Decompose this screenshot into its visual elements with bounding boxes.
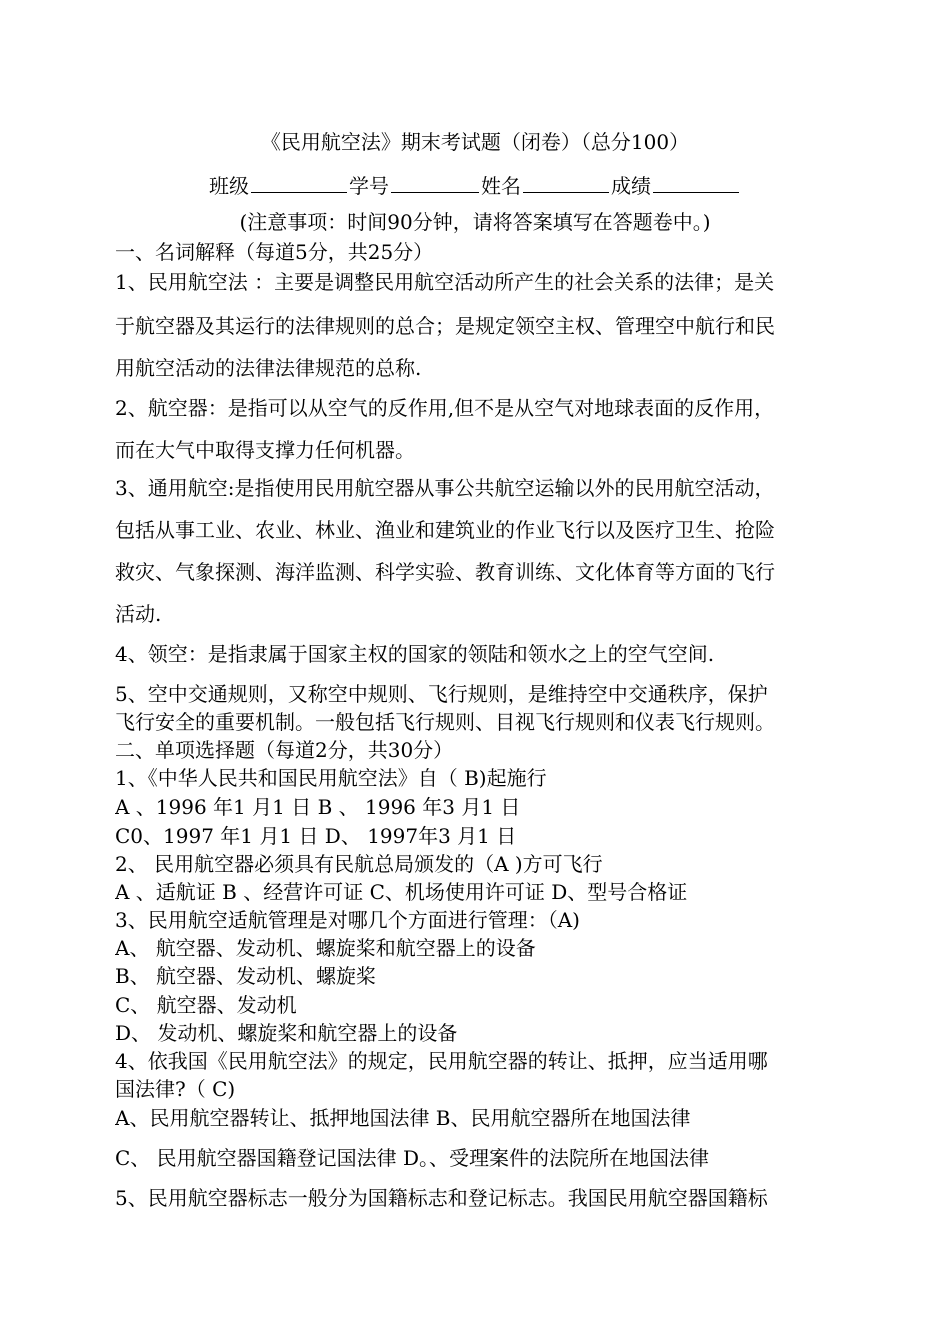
score-label: 成绩 <box>611 174 651 198</box>
section2-line: A 、1996 年1 月1 日 B 、 1996 年3 月1 日 <box>115 795 521 819</box>
student-id-label: 学号 <box>349 174 389 198</box>
section2-line: 国法律?（ C) <box>115 1077 236 1101</box>
class-blank <box>251 172 347 193</box>
section2-line: A、 航空器、发动机、螺旋桨和航空器上的设备 <box>115 936 536 960</box>
section2-line: 2、 民用航空器必须具有民航总局颁发的（A )方可飞行 <box>115 852 603 876</box>
name-blank <box>523 172 609 193</box>
section1-line: 而在大气中取得支撑力任何机器。 <box>115 438 415 462</box>
section1-heading: 一、名词解释（每道5分，共25分） <box>115 240 434 264</box>
section2-line: 5、民用航空器标志一般分为国籍标志和登记标志。我国民用航空器国籍标 <box>115 1186 768 1210</box>
exam-title: 《民用航空法》期末考试题（闭卷）（总分100） <box>260 130 690 154</box>
section1-line: 2、航空器：是指可以从空气的反作用,但不是从空气对地球表面的反作用， <box>115 396 775 420</box>
section2-line: 3、民用航空适航管理是对哪几个方面进行管理：（A) <box>115 908 580 932</box>
notice: (注意事项：时间90分钟，请将答案填写在答题卷中。) <box>239 210 711 234</box>
section1-line: 5、空中交通规则，又称空中规则、飞行规则，是维持空中交通秩序，保护 <box>115 682 768 706</box>
section2-line: 1、《中华人民共和国民用航空法》自（ B)起施行 <box>115 766 547 790</box>
section2-line: D、 发动机、螺旋桨和航空器上的设备 <box>115 1021 458 1045</box>
section1-line: 3、通用航空:是指使用民用航空器从事公共航空运输以外的民用航空活动， <box>115 476 775 500</box>
section1-line: 活动. <box>115 602 162 626</box>
section2-line: C0、1997 年1 月1 日 D、 1997年3 月1 日 <box>115 824 517 848</box>
section1-line: 用航空活动的法律法律规范的总称. <box>115 356 422 380</box>
section1-line: 包括从事工业、农业、林业、渔业和建筑业的作业飞行以及医疗卫生、抢险 <box>115 518 775 542</box>
student-id-blank <box>391 172 479 193</box>
section1-line: 4、领空：是指隶属于国家主权的国家的领陆和领水之上的空气空间. <box>115 642 715 666</box>
class-label: 班级 <box>209 174 249 198</box>
section2-line: A 、适航证 B 、经营许可证 C、机场使用许可证 D、型号合格证 <box>115 880 688 904</box>
section2-heading: 二、单项选择题（每道2分，共30分） <box>115 738 454 762</box>
section2-line: B、 航空器、发动机、螺旋桨 <box>115 964 377 988</box>
section1-line: 救灾、气象探测、海洋监测、科学实验、教育训练、文化体育等方面的飞行 <box>115 560 775 584</box>
section2-line: C、 民用航空器国籍登记国法律 D。、受理案件的法院所在地国法律 <box>115 1146 710 1170</box>
section2-line: C、 航空器、发动机 <box>115 993 297 1017</box>
section1-line: 飞行安全的重要机制。一般包括飞行规则、目视飞行规则和仪表飞行规则。 <box>115 710 775 734</box>
student-info-row <box>0 172 950 198</box>
section1-line: 1、民用航空法 ：主要是调整民用航空活动所产生的社会关系的法律；是关 <box>115 270 775 294</box>
section2-line: A、民用航空器转让、抵押地国法律 B、民用航空器所在地国法律 <box>115 1106 691 1130</box>
section1-line: 于航空器及其运行的法律规则的总合；是规定领空主权、管理空中航行和民 <box>115 314 775 338</box>
name-label: 姓名 <box>481 174 521 198</box>
section2-line: 4、依我国《民用航空法》的规定，民用航空器的转让、抵押，应当适用哪 <box>115 1049 768 1073</box>
score-blank <box>653 172 739 193</box>
